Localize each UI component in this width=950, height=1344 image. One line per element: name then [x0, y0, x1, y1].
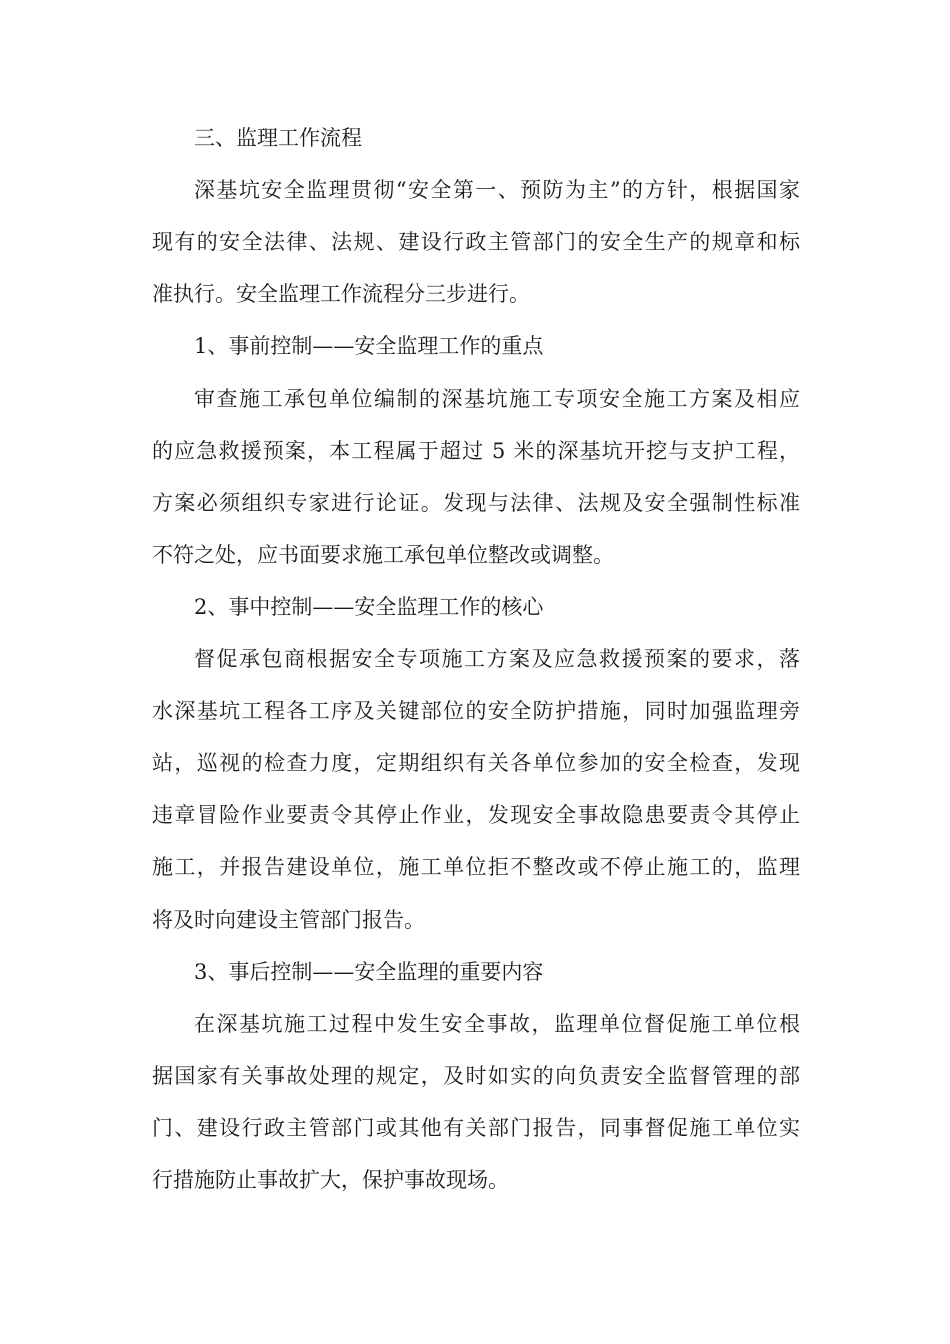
text-line: 不符之处，应书面要求施工承包单位整改或调整。 — [152, 543, 614, 567]
section-heading: 三、监理工作流程 — [194, 126, 362, 150]
text-line: 在深基坑施工过程中发生安全事故，监理单位督促施工单位根 — [194, 1012, 800, 1036]
text-line: 门、建设行政主管部门或其他有关部门报告，同事督促施工单位实 — [152, 1116, 800, 1140]
text-line: 据国家有关事故处理的规定，及时如实的向负责安全监督管理的部 — [152, 1064, 800, 1088]
text-line: 的应急救援预案，本工程属于超过 5 米的深基坑开挖与支护工程， — [152, 439, 800, 463]
text-line: 方案必须组织专家进行论证。发现与法律、法规及安全强制性标准 — [152, 491, 800, 515]
text-line: 3、事后控制——安全监理的重要内容 — [194, 960, 544, 984]
text-line: 1、事前控制——安全监理工作的重点 — [194, 334, 544, 358]
text-line: 审查施工承包单位编制的深基坑施工专项安全施工方案及相应 — [194, 387, 800, 411]
text-line: 现有的安全法律、法规、建设行政主管部门的安全生产的规章和标 — [152, 230, 800, 254]
text-line: 准执行。安全监理工作流程分三步进行。 — [152, 282, 530, 306]
text-line: 违章冒险作业要责令其停止作业，发现安全事故隐患要责令其停止 — [152, 803, 800, 827]
text-line: 深基坑安全监理贯彻“安全第一、预防为主”的方针，根据国家 — [194, 178, 800, 202]
text-line: 2、事中控制——安全监理工作的核心 — [194, 595, 544, 619]
text-line: 水深基坑工程各工序及关键部位的安全防护措施，同时加强监理旁 — [152, 699, 800, 723]
text-line: 施工，并报告建设单位，施工单位拒不整改或不停止施工的，监理 — [152, 855, 800, 879]
text-line: 督促承包商根据安全专项施工方案及应急救援预案的要求，落 — [194, 647, 800, 671]
text-line: 将及时向建设主管部门报告。 — [152, 908, 425, 932]
text-line: 行措施防止事故扩大，保护事故现场。 — [152, 1168, 509, 1192]
text-line: 站，巡视的检查力度，定期组织有关各单位参加的安全检查，发现 — [152, 751, 800, 775]
